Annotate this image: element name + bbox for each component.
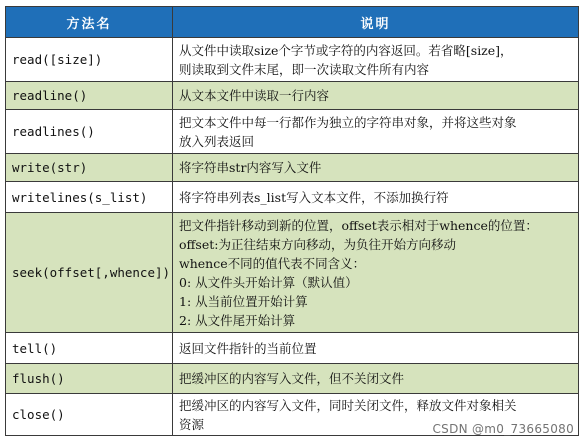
table-row bbox=[6, 182, 579, 213]
description-line: 返回文件指针的当前位置 bbox=[179, 340, 317, 356]
description-line: 把缓冲区的内容写入文件，但不关闭文件 bbox=[179, 371, 405, 386]
description-cell bbox=[173, 38, 579, 82]
header-description: 说明 bbox=[173, 7, 579, 38]
methods-table-container bbox=[5, 6, 579, 436]
method-cell: flush() bbox=[6, 364, 173, 394]
description-cell bbox=[173, 333, 579, 364]
description-line: offset:为正往结束方向移动，为负往开始方向移动 bbox=[179, 236, 456, 252]
table-row bbox=[6, 213, 579, 333]
description-cell bbox=[173, 154, 579, 182]
file-methods-table bbox=[5, 6, 579, 436]
description-line: 从文本文件中读取一行内容 bbox=[179, 88, 330, 103]
watermark: CSDN @m0_73665080 bbox=[432, 422, 574, 436]
description-line: 资源 bbox=[179, 416, 205, 432]
description-cell bbox=[173, 182, 579, 213]
method-cell: readline() bbox=[6, 82, 173, 110]
description-line: whence不同的值代表不同含义： bbox=[179, 255, 366, 271]
method-cell: readlines() bbox=[6, 110, 173, 154]
description-cell bbox=[173, 82, 579, 110]
description-line: 把文件指针移动到新的位置，offset表示相对于whence的位置： bbox=[179, 217, 538, 233]
table-row bbox=[6, 154, 579, 182]
description-line: 则读取到文件末尾，即一次读取文件所有内容 bbox=[179, 61, 430, 77]
description-line: 把文本文件中每一行都作为独立的字符串对象，并将这些对象 bbox=[179, 114, 517, 130]
method-cell: read([size]) bbox=[6, 38, 173, 82]
description-cell bbox=[173, 213, 579, 333]
table-row bbox=[6, 82, 579, 110]
description-line: 将字符串str内容写入文件 bbox=[179, 160, 322, 175]
table-row bbox=[6, 110, 579, 154]
header-method: 方法名 bbox=[6, 7, 173, 38]
table-header-row bbox=[6, 7, 579, 38]
table-row bbox=[6, 333, 579, 364]
description-line: 将字符串列表s_list写入文本文件，不添加换行符 bbox=[179, 189, 449, 205]
description-line: 从文件中读取size个字节或字符的内容返回。若省略[size]， bbox=[179, 42, 513, 58]
method-cell: seek(offset[,whence]) bbox=[6, 213, 173, 333]
description-cell bbox=[173, 110, 579, 154]
description-line: 1: 从当前位置开始计算 bbox=[179, 293, 308, 309]
table-row bbox=[6, 38, 579, 82]
description-line: 0: 从文件头开始计算（默认值） bbox=[179, 274, 358, 290]
description-cell bbox=[173, 364, 579, 394]
method-cell: close() bbox=[6, 394, 173, 436]
description-line: 把缓冲区的内容写入文件，同时关闭文件，释放文件对象相关 bbox=[179, 397, 517, 413]
method-cell: write(str) bbox=[6, 154, 173, 182]
method-cell: writelines(s_list) bbox=[6, 182, 173, 213]
table-row bbox=[6, 364, 579, 394]
description-line: 2: 从文件尾开始计算 bbox=[179, 312, 296, 328]
method-cell: tell() bbox=[6, 333, 173, 364]
description-line: 放入列表返回 bbox=[179, 133, 255, 149]
